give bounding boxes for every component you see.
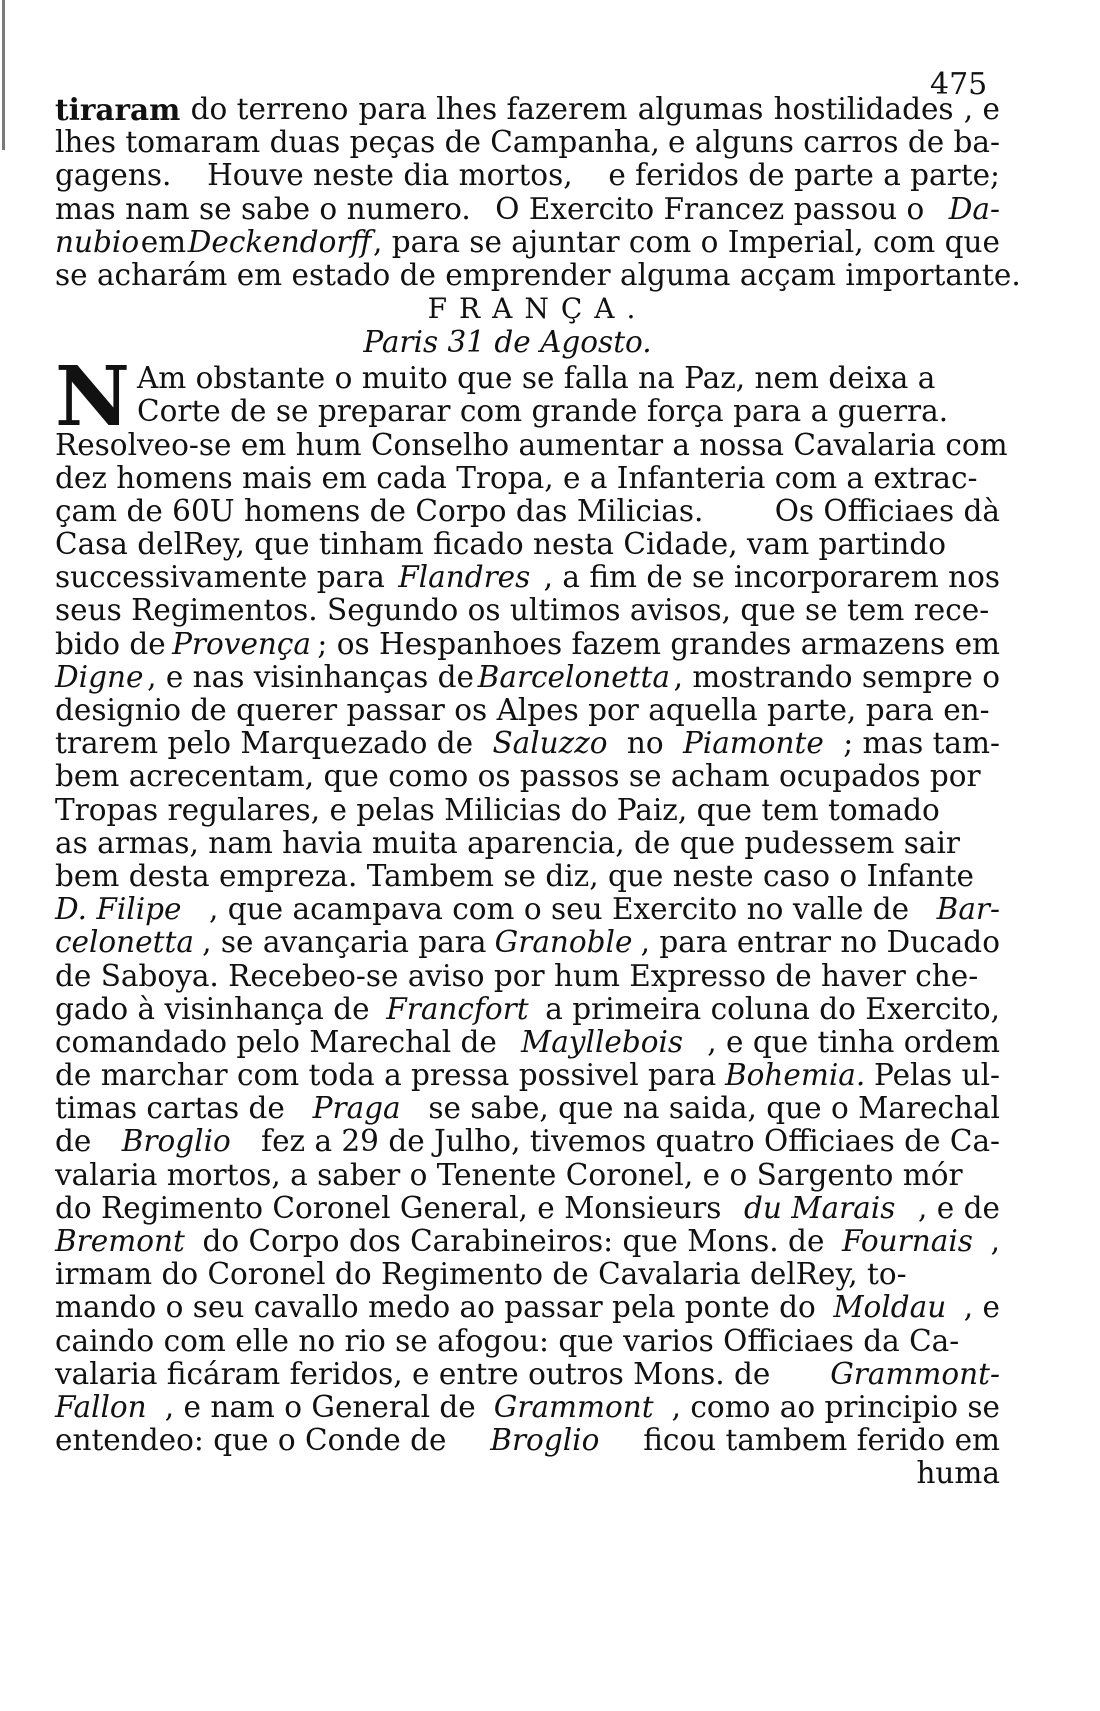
text-segment: , se avançaria para	[202, 925, 487, 960]
text-segment: , e	[963, 1290, 1000, 1325]
text-segment: çam de 60U homens de Corpo das Milicias.	[55, 493, 704, 528]
text-segment: bem acrecentam, que como os passos se acham ocupados por	[55, 759, 981, 794]
text-segment: , mostrando sempre o	[673, 659, 1000, 694]
text-segment: Digne	[55, 659, 144, 694]
text-segment: du Marais	[744, 1190, 896, 1225]
text-segment: comandado pelo Marechal de	[55, 1024, 497, 1059]
text-segment: ; os Hespanhoes fazem grandes armazens em	[317, 626, 1000, 661]
text-segment: gado à visinhança de	[55, 991, 370, 1026]
catchword: huma	[916, 1456, 1000, 1491]
text-segment: entendeo: que o Conde de	[55, 1423, 447, 1458]
text-segment: Corte de se preparar com grande força para a guerra.	[137, 394, 949, 429]
text-segment: D. Filipe	[55, 892, 182, 927]
para-line	[55, 1159, 1000, 1192]
para-line	[55, 1391, 1000, 1424]
text-segment: trarem pelo Marquezado de	[55, 726, 474, 761]
text-segment: valaria ficáram feridos, e entre outros Mons. de	[55, 1356, 771, 1391]
text-segment: Moldau	[833, 1290, 947, 1325]
text-segment: algumas	[637, 92, 764, 126]
before-line	[55, 193, 1000, 226]
page-number: 475	[930, 67, 988, 102]
text-segment: Provença	[172, 626, 312, 661]
text-segment: caindo com elle no rio se afogou: que varios Officiaes da Ca-	[55, 1323, 960, 1358]
text-segment: bido de	[55, 626, 166, 661]
para-line	[55, 1424, 1000, 1457]
para-line	[55, 1358, 1000, 1391]
text-segment: Fallon	[55, 1389, 147, 1424]
para-line	[55, 727, 1000, 760]
text-segment: , e nam o General de	[164, 1389, 476, 1424]
before-line	[55, 226, 1000, 259]
text-segment: , como ao principio se	[671, 1389, 1000, 1424]
news-paragraph	[55, 349, 1008, 1458]
para-line	[55, 395, 1000, 428]
text-segment: Houve neste dia mortos,	[207, 158, 573, 193]
text-segment: ,	[990, 1224, 1000, 1258]
text-segment: no	[626, 726, 664, 761]
text-segment: Da-	[948, 191, 1000, 226]
text-segment: Praga	[312, 1091, 401, 1126]
before-line	[55, 159, 1000, 192]
para-line	[55, 1059, 1000, 1092]
text-segment: successivamente para	[55, 560, 385, 595]
text-segment: , e	[963, 92, 1000, 126]
para-line	[55, 1291, 1000, 1324]
para-line	[55, 561, 1000, 594]
text-segment: as armas, nam havia muita aparencia, de que pudessem sair	[55, 825, 960, 860]
para-line	[55, 1026, 1000, 1059]
text-segment: Saluzzo	[492, 726, 608, 761]
para-line	[55, 893, 1000, 926]
text-segment: em	[140, 224, 187, 259]
text-segment: hostilidades	[773, 92, 954, 126]
para-line	[55, 362, 1000, 395]
para-line	[55, 1325, 1000, 1358]
text-segment: lhes tomaram duas peças de Campanha,	[55, 125, 660, 160]
page-edge-shadow	[2, 0, 5, 150]
text-segment: Granoble	[494, 925, 633, 960]
text-segment: e feridos de parte a parte;	[608, 158, 1000, 193]
text-segment: de	[55, 1124, 92, 1159]
text-segment: designio de querer passar os Alpes por aquella parte, para en-	[55, 693, 990, 727]
text-segment: ficou tambem ferido em	[643, 1423, 1000, 1458]
para-line	[55, 628, 1000, 661]
para-line	[55, 661, 1000, 694]
para-line	[55, 1192, 1000, 1225]
catchword-line	[55, 1457, 1000, 1490]
text-segment: Grammont	[493, 1389, 654, 1424]
para-line	[55, 1225, 1000, 1258]
text-segment: Pelas ul-	[874, 1058, 1000, 1093]
text-segment: e alguns carros de ba-	[667, 125, 1000, 160]
para-line	[55, 427, 1008, 462]
text-segment: seus Regimentos. Segundo os ultimos avisos, que se tem rece-	[55, 593, 990, 628]
continued-paragraph	[55, 92, 1021, 292]
text-segment: Bohemia.	[724, 1058, 866, 1093]
para-line	[55, 794, 1000, 827]
para-line	[55, 694, 1000, 727]
text-segment: Piamonte	[682, 726, 824, 761]
text-segment: mas nam se sabe o numero.	[55, 191, 471, 226]
text-segment: mando o seu cavallo medo ao passar pela ponte do	[55, 1290, 816, 1325]
para-line	[55, 960, 1000, 993]
text-segment: timas cartas de	[55, 1091, 285, 1126]
para-line	[55, 1125, 1000, 1158]
text-segment: Mayllebois	[521, 1024, 684, 1059]
text-segment: Bar-	[936, 892, 1000, 927]
before-line	[55, 257, 1021, 292]
text-segment: para lhes fazerem	[358, 92, 628, 126]
text-segment: Grammont-	[830, 1356, 1000, 1391]
text-segment: dez homens mais em cada Tropa, e a Infanteria com a extrac-	[55, 460, 978, 495]
dateline	[55, 326, 1000, 362]
text-segment: Casa delRey, que tinham ficado nesta Cidade, vam partindo	[55, 527, 947, 562]
text-segment: Am obstante o muito que se falla na Paz, nem deixa a	[137, 361, 936, 396]
text-segment: , e nas visinhanças de	[147, 659, 475, 694]
text-segment: se sabe, que na saida, que o Marechal	[428, 1091, 1000, 1126]
para-line	[55, 1092, 1000, 1125]
text-segment: , que acampava com o seu Exercito no valle de	[209, 892, 910, 927]
text-segment: celonetta	[55, 925, 194, 960]
text-segment: do Corpo dos Carabineiros: que Mons. de	[202, 1224, 825, 1258]
text-segment: de marchar com toda a pressa possivel para	[55, 1058, 717, 1093]
text-segment: ; mas tam-	[843, 726, 1000, 761]
para-line	[55, 462, 1000, 495]
text-segment: , e que tinha ordem	[707, 1024, 1000, 1059]
text-segment: , e de	[918, 1190, 1000, 1225]
para-line	[55, 1258, 1000, 1291]
text-segment: fez a 29 de Julho, tivemos quatro Officiaes de Ca-	[261, 1124, 1000, 1159]
text-segment: se acharám em estado de emprender alguma acçam importante.	[55, 257, 1021, 292]
text-segment: do Regimento Coronel General, e Monsieurs	[55, 1190, 722, 1225]
text-segment: nubio	[55, 224, 140, 259]
para-line	[55, 760, 1000, 793]
text-segment: Broglio	[490, 1423, 600, 1458]
para-line	[55, 860, 1000, 893]
para-line	[55, 594, 1000, 627]
text-segment: Fournais	[842, 1224, 973, 1258]
section-heading	[55, 292, 1000, 326]
text-segment: Francfort	[386, 991, 529, 1026]
text-segment: a primeira coluna do Exercito,	[545, 991, 1000, 1026]
dateline-text: Paris 31 de Agosto.	[363, 325, 652, 360]
text-segment: Flandres	[398, 560, 531, 595]
section-heading-text: FRANÇA.	[427, 292, 648, 326]
before-line	[55, 126, 1000, 159]
text-segment: do terreno	[190, 92, 349, 126]
text-segment: tiraram	[55, 92, 181, 127]
before-line	[55, 93, 1000, 126]
text-segment: de Saboya. Recebeo-se aviso por hum Expresso de haver che-	[55, 958, 979, 993]
text-segment: valaria mortos, a saber o Tenente Coronel, e o Sargento mór	[55, 1157, 963, 1192]
text-segment: Tropas regulares, e pelas Milicias do Paiz, que tem tomado	[55, 792, 940, 827]
text-segment: O Exercito Francez passou o	[495, 191, 925, 226]
text-segment: Barcelonetta	[477, 659, 670, 694]
text-segment: Broglio	[121, 1124, 231, 1159]
drop-cap: N	[55, 349, 130, 446]
para-line	[55, 528, 1000, 561]
text-segment: irmam do Coronel do Regimento de Cavalaria delRey, to-	[55, 1257, 907, 1292]
text-segment: bem desta empreza. Tambem se diz, que neste caso o Infante	[55, 858, 974, 893]
text-segment: , para entrar no Ducado	[640, 925, 1000, 960]
text-segment: Resolveo-se em hum Conselho aumentar a nossa Cavalaria com	[55, 427, 1008, 462]
para-line	[55, 993, 1000, 1026]
para-line	[55, 827, 1000, 860]
text-segment: Deckendorff	[187, 224, 372, 259]
text-block	[55, 92, 1021, 1491]
para-line	[55, 495, 1000, 528]
text-segment: gagens.	[55, 158, 172, 193]
text-segment: Bremont	[55, 1224, 185, 1258]
text-segment: , a fim de se incorporarem nos	[543, 560, 1000, 595]
text-segment: , para se ajuntar com o Imperial, com que	[373, 224, 1000, 259]
text-segment: Os Officiaes dà	[774, 493, 1000, 528]
para-line	[55, 926, 1000, 959]
